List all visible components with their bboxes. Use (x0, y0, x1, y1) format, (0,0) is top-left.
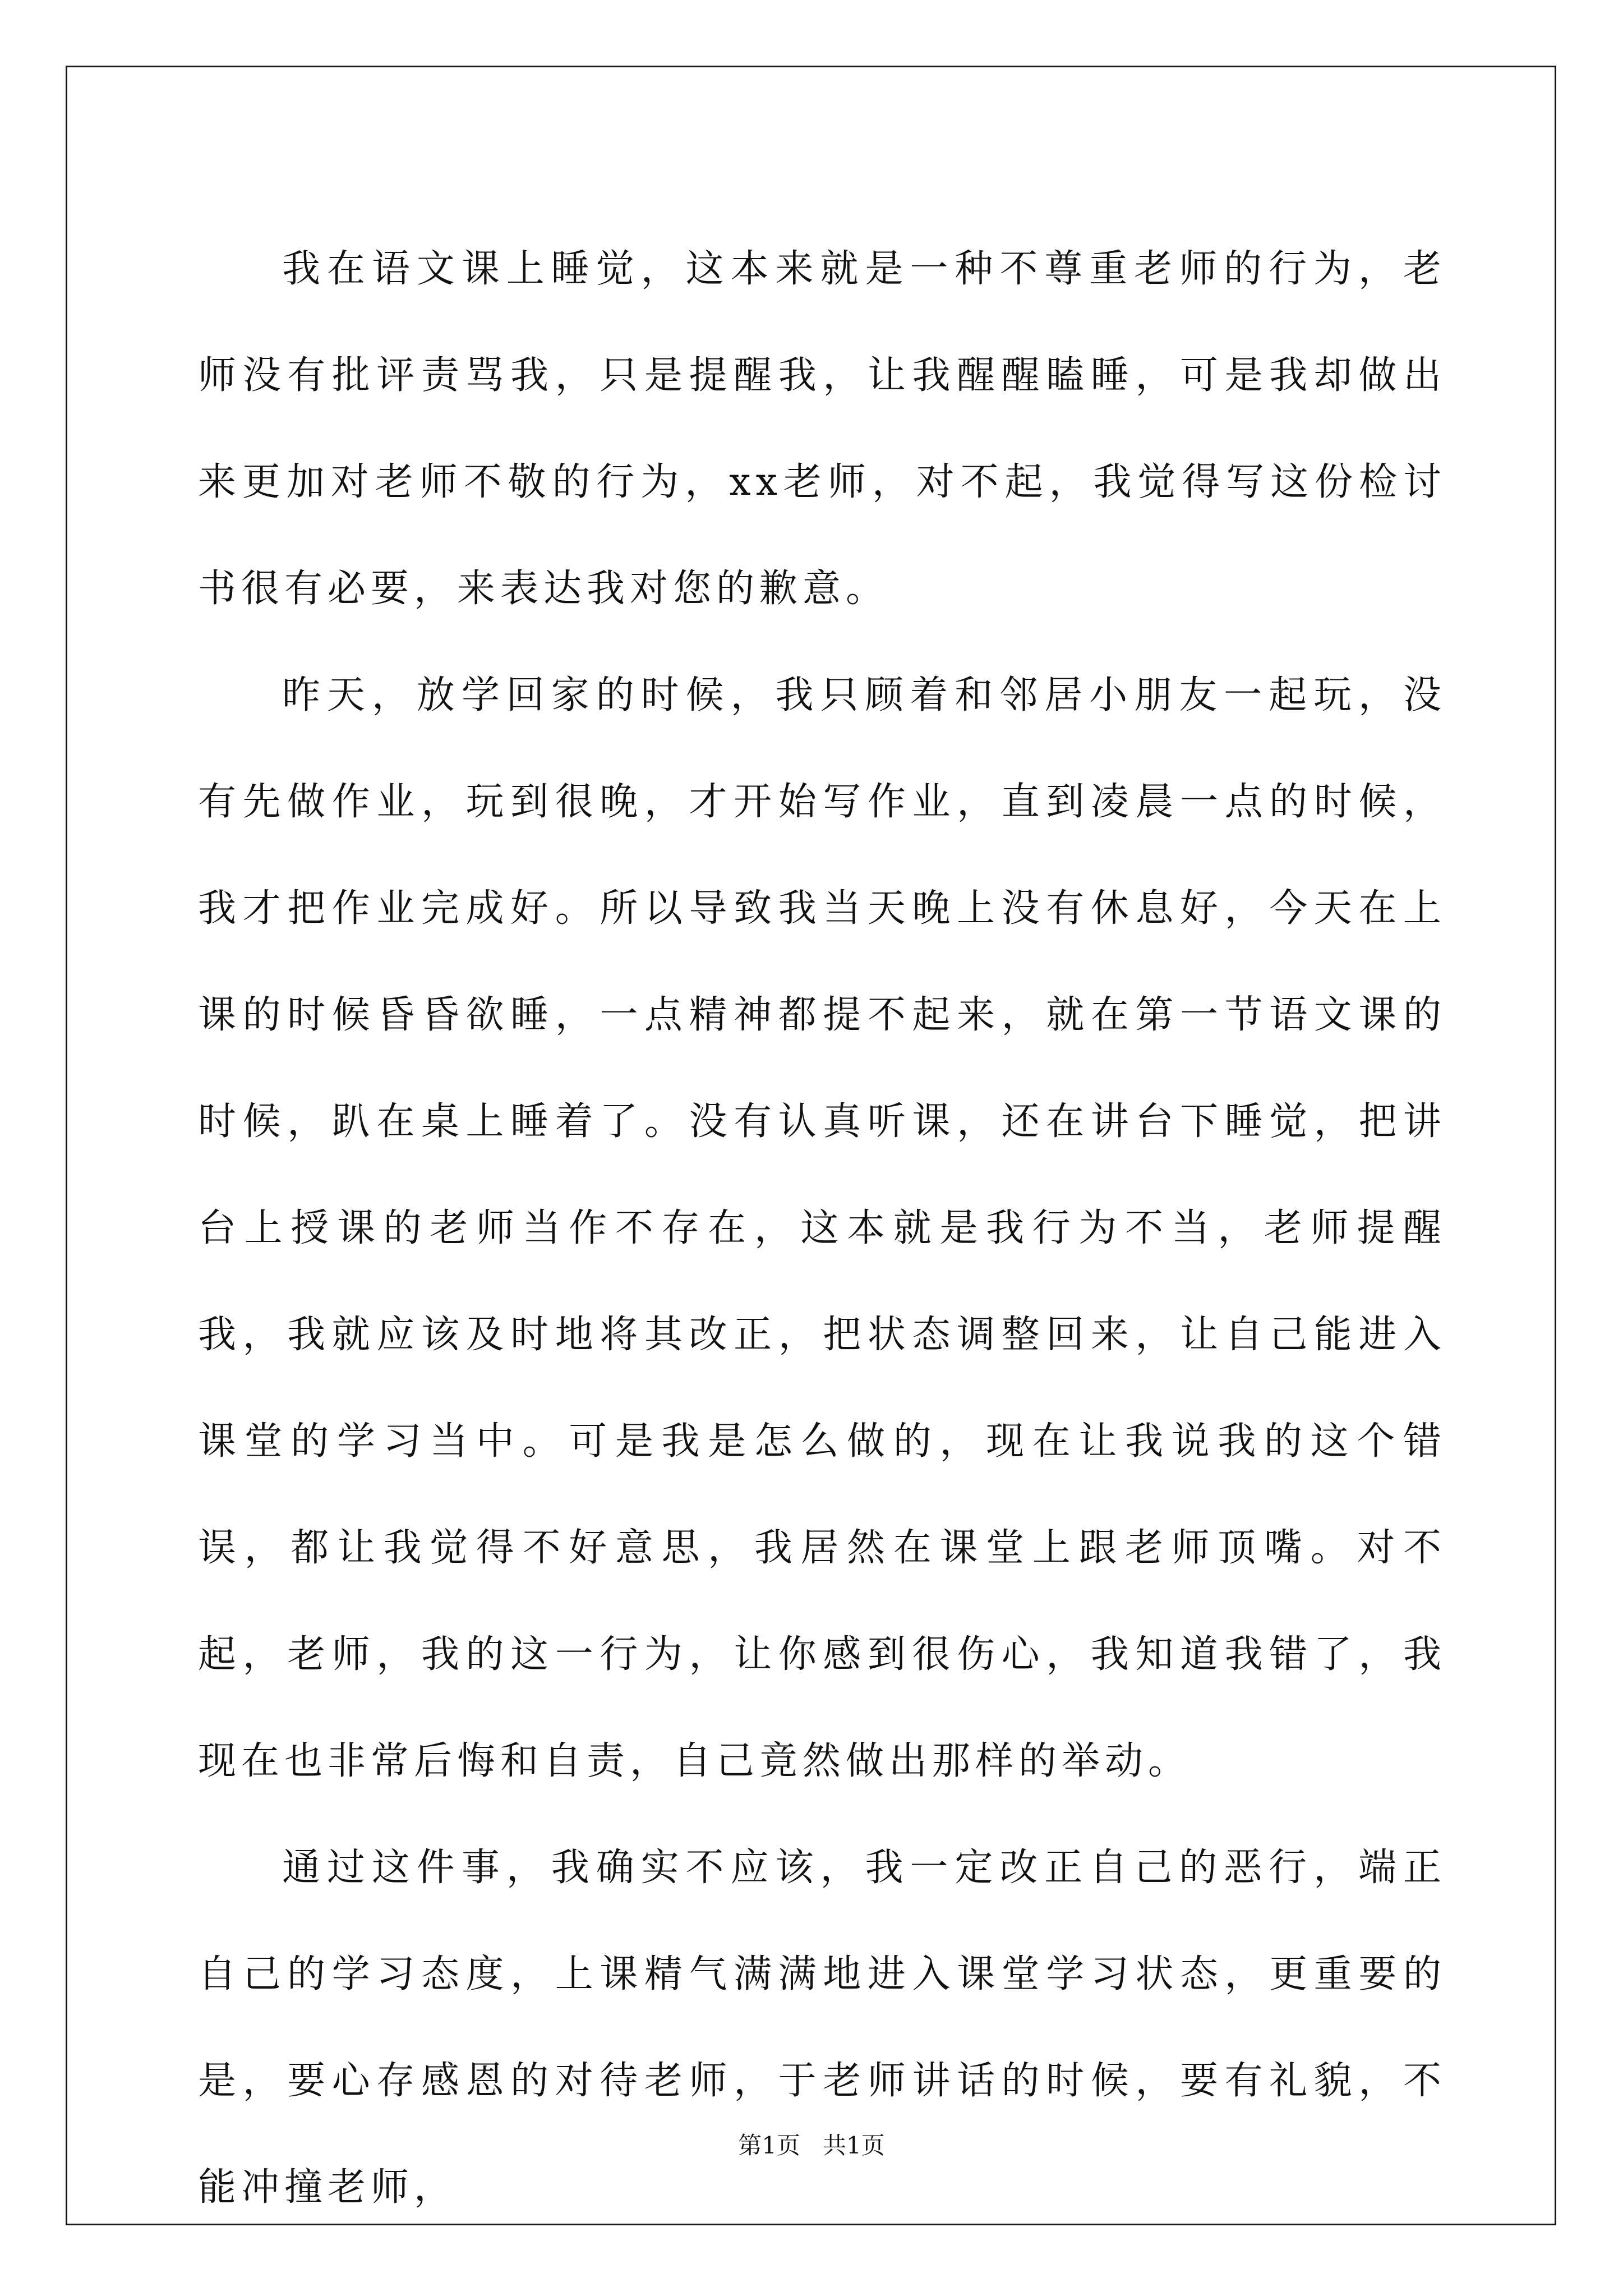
paragraph-3: 通过这件事，我确实不应该，我一定改正自己的恶行，端正自己的学习态度，上课精气满满地进入课堂学习状态，更重要的是，要心存感恩的对待老师，于老师讲话的时候，要有礼貌，不能冲撞老师， (198, 1846, 1446, 2210)
paragraph-1: 我在语文课上睡觉，这本来就是一种不尊重老师的行为，老师没有批评责骂我，只是提醒我，让我醒醒瞌睡，可是我却做出来更加对老师不敬的行为，xx老师，对不起，我觉得写这份检讨书很有必要，来表达我对您的歉意。 (198, 247, 1446, 611)
page-number-footer: 第1页 共1页 (738, 2132, 885, 2159)
paragraph-2: 昨天，放学回家的时候，我只顾着和邻居小朋友一起玩，没有先做作业，玩到很晚，才开始写作业，直到凌晨一点的时候，我才把作业完成好。所以导致我当天晚上没有休息好，今天在上课的时候昏昏欲睡，一点精神都提不起来，就在第一节语文课的时候，趴在桌上睡着了。没有认真听课，还在讲台下睡觉，把讲台上授课的老师当作不存在，这本就是我行为不当，老师提醒我，我就应该及时地将其改正，把状态调整回来，让自己能进入课堂的学习当中。可是我是怎么做的，现在让我说我的这个错误，都让我觉得不好意思，我居然在课堂上跟老师顶嘴。对不起，老师，我的这一行为，让你感到很伤心，我知道我错了，我现在也非常后悔和自责，自己竟然做出那样的举动。 (198, 673, 1446, 1783)
document-body (198, 216, 1446, 2241)
